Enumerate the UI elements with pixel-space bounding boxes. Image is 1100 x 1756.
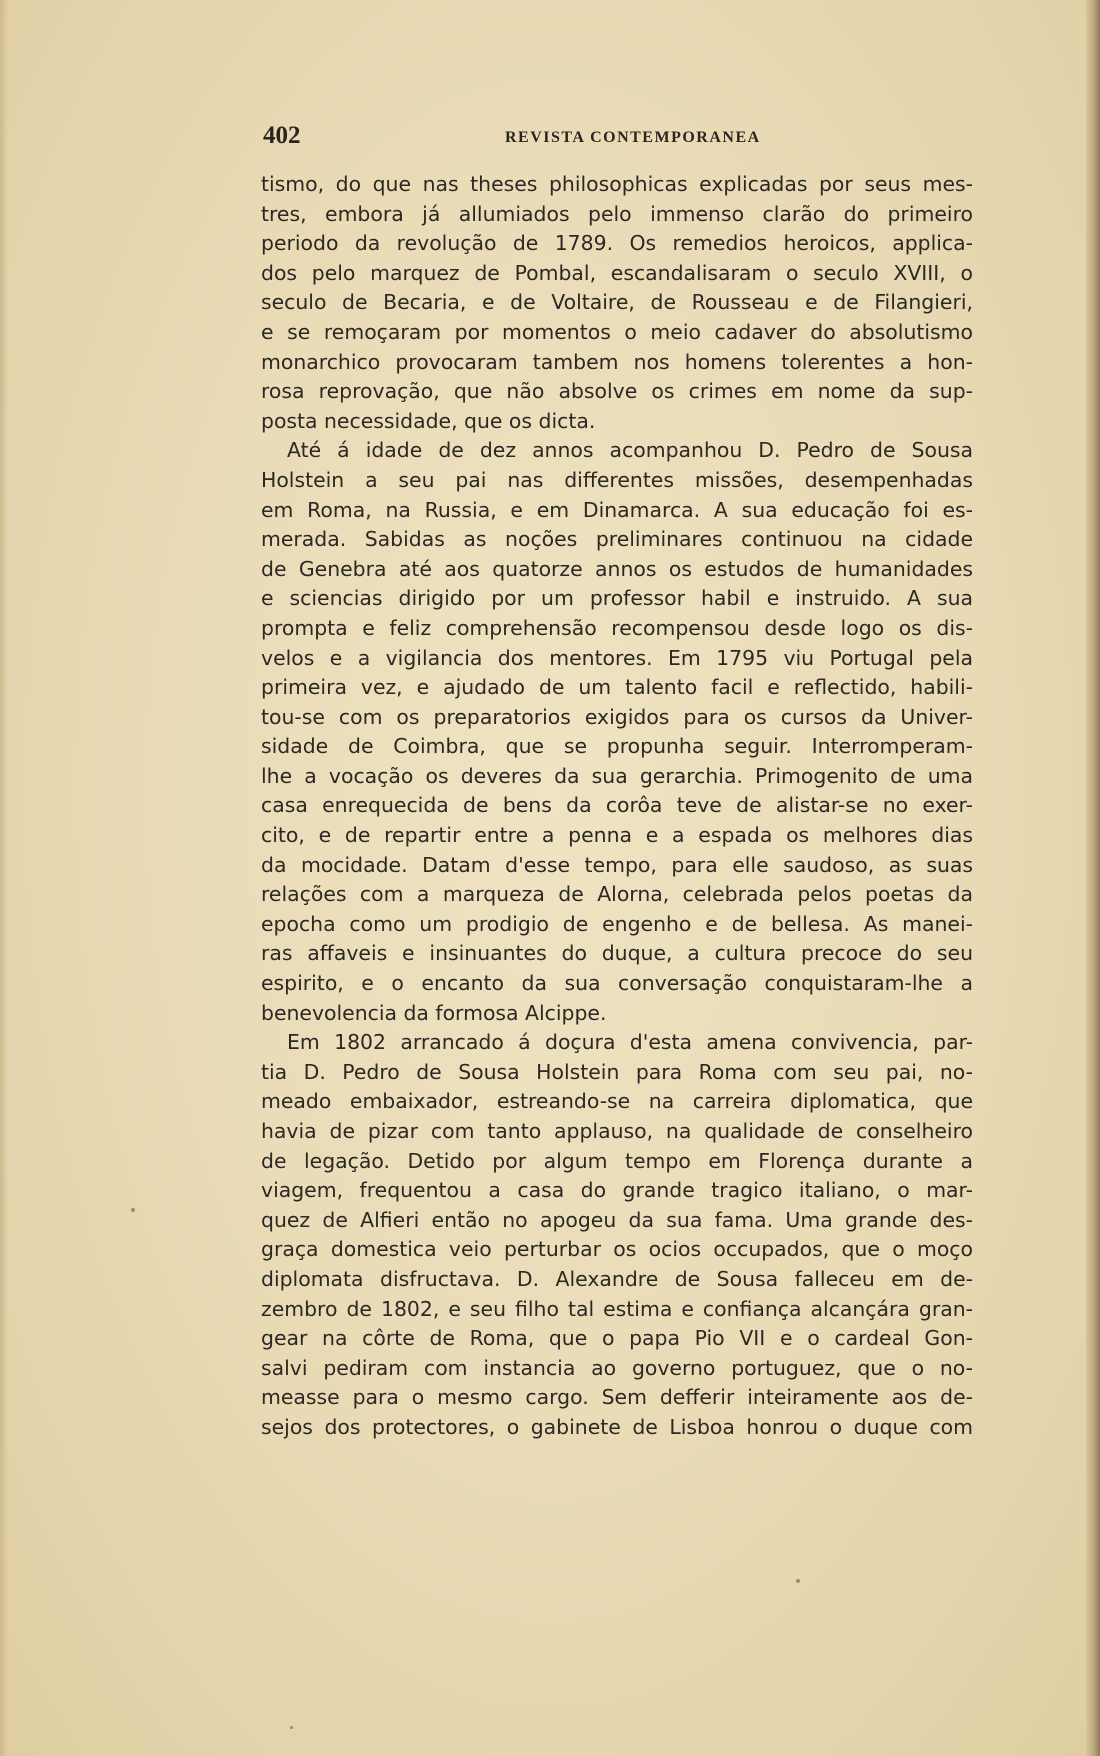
- text-line: e se remoçaram por momentos o meio cadaver do absolutismo: [261, 319, 973, 344]
- text-line: tia D. Pedro de Sousa Holstein para Roma com seu pai, no-: [261, 1059, 973, 1084]
- ink-speck: [131, 1208, 135, 1212]
- text-line: de Genebra até aos quatorze annos os estudos de humanidades: [261, 556, 973, 581]
- text-line: salvi pediram com instancia ao governo portuguez, que o no-: [261, 1355, 973, 1380]
- page-right-edge: [1086, 0, 1100, 1756]
- text-line: diplomata disfructava. D. Alexandre de Sousa falleceu em de-: [261, 1266, 973, 1291]
- text-line: merada. Sabidas as noções preliminares continuou na cidade: [261, 527, 973, 552]
- text-line: tou-se com os preparatorios exigidos para os cursos da Univer-: [261, 704, 973, 729]
- text-line: sejos dos protectores, o gabinete de Lisboa honrou o duque com: [261, 1414, 973, 1439]
- text-line: ras affaveis e insinuantes do duque, a cultura precoce do seu: [261, 941, 973, 966]
- text-line: rosa reprovação, que não absolve os crimes em nome da sup-: [261, 379, 973, 404]
- text-line: Holstein a seu pai nas differentes missões, desempenhadas: [261, 467, 973, 492]
- text-line: sidade de Coimbra, que se propunha seguir. Interromperam-: [261, 734, 973, 759]
- text-line: cito, e de repartir entre a penna e a espada os melhores dias: [261, 823, 973, 848]
- ink-speck: [290, 1726, 293, 1729]
- text-line: relações com a marqueza de Alorna, celebrada pelos poetas da: [261, 882, 973, 907]
- text-line: em Roma, na Russia, e em Dinamarca. A sua educação foi es-: [261, 497, 973, 522]
- page-left-edge: [0, 0, 8, 1756]
- page-header: [263, 122, 975, 154]
- text-line: graça domestica veio perturbar os ocios occupados, que o moço: [261, 1237, 973, 1262]
- text-line: epocha como um prodigio de engenho e de bellesa. As manei-: [261, 911, 973, 936]
- text-line: primeira vez, e ajudado de um talento facil e reflectido, habili-: [261, 675, 973, 700]
- text-line: havia de pizar com tanto applauso, na qualidade de conselheiro: [261, 1119, 973, 1143]
- text-line: Até á idade de dez annos acompanhou D. Pedro de Sousa: [287, 438, 973, 463]
- text-line: prompta e feliz comprehensão recompensou desde logo os dis-: [261, 615, 973, 640]
- text-line: benevolencia da formosa Alcippe.: [261, 1000, 607, 1025]
- text-line: gear na côrte de Roma, que o papa Pio VII e o cardeal Gon-: [261, 1326, 973, 1351]
- text-line: monarchico provocaram tambem nos homens tolerentes a hon-: [261, 349, 973, 374]
- running-title: REVISTA CONTEMPORANEA: [505, 129, 761, 146]
- text-line: periodo da revolução de 1789. Os remedios heroicos, applica-: [261, 231, 973, 256]
- text-line: viagem, frequentou a casa do grande tragico italiano, o mar-: [261, 1178, 973, 1203]
- text-line: zembro de 1802, e seu filho tal estima e confiança alcançára gran-: [261, 1296, 973, 1321]
- page-number: 402: [263, 122, 301, 149]
- text-line: casa enrequecida de bens da corôa teve de alistar-se no exer-: [261, 793, 973, 818]
- text-line: velos e a vigilancia dos mentores. Em 1795 viu Portugal pela: [261, 645, 973, 670]
- text-line: de legação. Detido por algum tempo em Florença durante a: [261, 1148, 973, 1173]
- text-line: da mocidade. Datam d'esse tempo, para elle saudoso, as suas: [261, 852, 973, 877]
- text-line: meado embaixador, estreando-se na carreira diplomatica, que: [261, 1089, 973, 1114]
- text-line: tismo, do que nas theses philosophicas explicadas por seus mes-: [261, 172, 973, 196]
- text-line: lhe a vocação os deveres da sua gerarchia. Primogenito de uma: [261, 763, 973, 788]
- text-line: seculo de Becaria, e de Voltaire, de Rousseau e de Filangieri,: [261, 290, 973, 315]
- text-line: quez de Alfieri então no apogeu da sua fama. Uma grande des-: [261, 1207, 973, 1232]
- text-line: Em 1802 arrancado á doçura d'esta amena convivencia, par-: [287, 1030, 973, 1055]
- text-line: e sciencias dirigido por um professor habil e instruido. A sua: [261, 586, 973, 611]
- ink-speck: [796, 1579, 800, 1583]
- body-text: [261, 170, 973, 1443]
- text-line: measse para o mesmo cargo. Sem defferir inteiramente aos de-: [261, 1385, 973, 1410]
- text-line: tres, embora já allumiados pelo immenso clarão do primeiro: [261, 201, 973, 226]
- text-line: posta necessidade, que os dicta.: [261, 408, 596, 433]
- text-line: espirito, e o encanto da sua conversação conquistaram-lhe a: [261, 971, 973, 996]
- text-line: dos pelo marquez de Pombal, escandalisaram o seculo XVIII, o: [261, 260, 973, 285]
